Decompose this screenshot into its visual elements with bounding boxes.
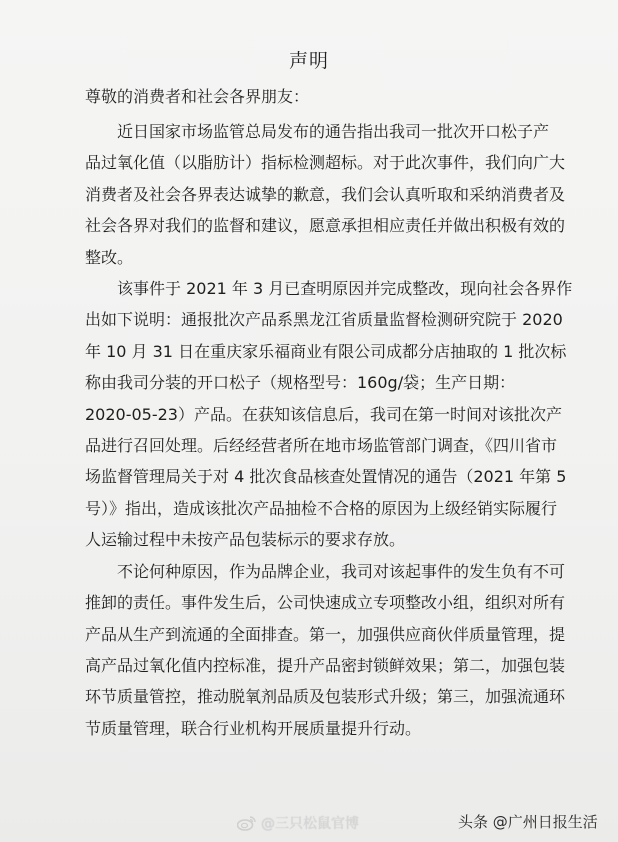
- text-line: 场监督管理局关于对 4 批次食品核查处置情况的通告（2021 年第 5: [85, 467, 567, 487]
- text-line: 出如下说明：通报批次产品系黑龙江省质量监督检测研究院于 2020: [85, 310, 563, 330]
- text-line: 称由我司分装的开口松子（规格型号：160g/袋；生产日期：: [85, 373, 516, 393]
- text-line: 社会各界对我们的监督和建议，愿意承担相应责任并做出积极有效的: [85, 216, 566, 236]
- text-line: 近日国家市场监管总局发布的通告指出我司一批次开口松子产: [117, 122, 550, 141]
- paragraph-2: [85, 273, 573, 556]
- text-line: 号）》指出，造成该批次产品抽检不合格的原因为上级经销实际履行: [85, 498, 558, 518]
- text-line: 年 10 月 31 日在重庆家乐福商业有限公司成都分店抽取的 1 批次标: [85, 341, 567, 361]
- weibo-watermark: [237, 813, 359, 833]
- text-line: 产品从生产到流通的全面排查。第一，加强供应商伙伴质量管理，提: [85, 624, 566, 644]
- text-line: 消费者及社会各界表达诚挚的歉意，我们会认真听取和采纳消费者及: [85, 184, 566, 204]
- text-line: 整改。: [85, 247, 134, 267]
- text-line: 推卸的责任。事件发生后，公司快速成立专项整改小组，组织对所有: [85, 593, 566, 613]
- paragraph-3: [85, 556, 566, 744]
- text-line: 节质量管理，联合行业机构开展质量提升行动。: [85, 718, 422, 738]
- weibo-watermark-text: @三只松鼠官博: [261, 816, 359, 832]
- toutiao-watermark: 头条 @广州日报生活: [458, 813, 598, 831]
- text-line: 环节质量管控，推动脱氧剂品质及包装形式升级；第三，加强流通环: [85, 687, 566, 707]
- text-line: 品进行召回处理。后经经营者所在地市场监管部门调查，《四川省市: [85, 436, 558, 456]
- text-line: 2020-05-23）产品。在获知该信息后，我司在第一时间对该批次产: [85, 404, 562, 424]
- weibo-icon: [237, 815, 257, 831]
- paragraph-1: [85, 116, 566, 273]
- text-line: 不论何种原因，作为品牌企业，我司对该起事件的发生负有不可: [117, 561, 566, 581]
- document-body: [85, 116, 573, 744]
- text-line: 品过氧化值（以脂肪计）指标检测超标。对于此次事件，我们向广大: [85, 153, 566, 173]
- text-line: 该事件于 2021 年 3 月已查明原因并完成整改，现向社会各界作: [117, 279, 573, 299]
- text-line: 人运输过程中未按产品包装标示的要求存放。: [85, 530, 406, 550]
- text-line: 高产品过氧化值内控标准，提升产品密封锁鲜效果；第二，加强包装: [85, 655, 566, 675]
- page-title: 声明: [288, 50, 329, 72]
- greeting: 尊敬的消费者和社会各界朋友：: [85, 87, 310, 106]
